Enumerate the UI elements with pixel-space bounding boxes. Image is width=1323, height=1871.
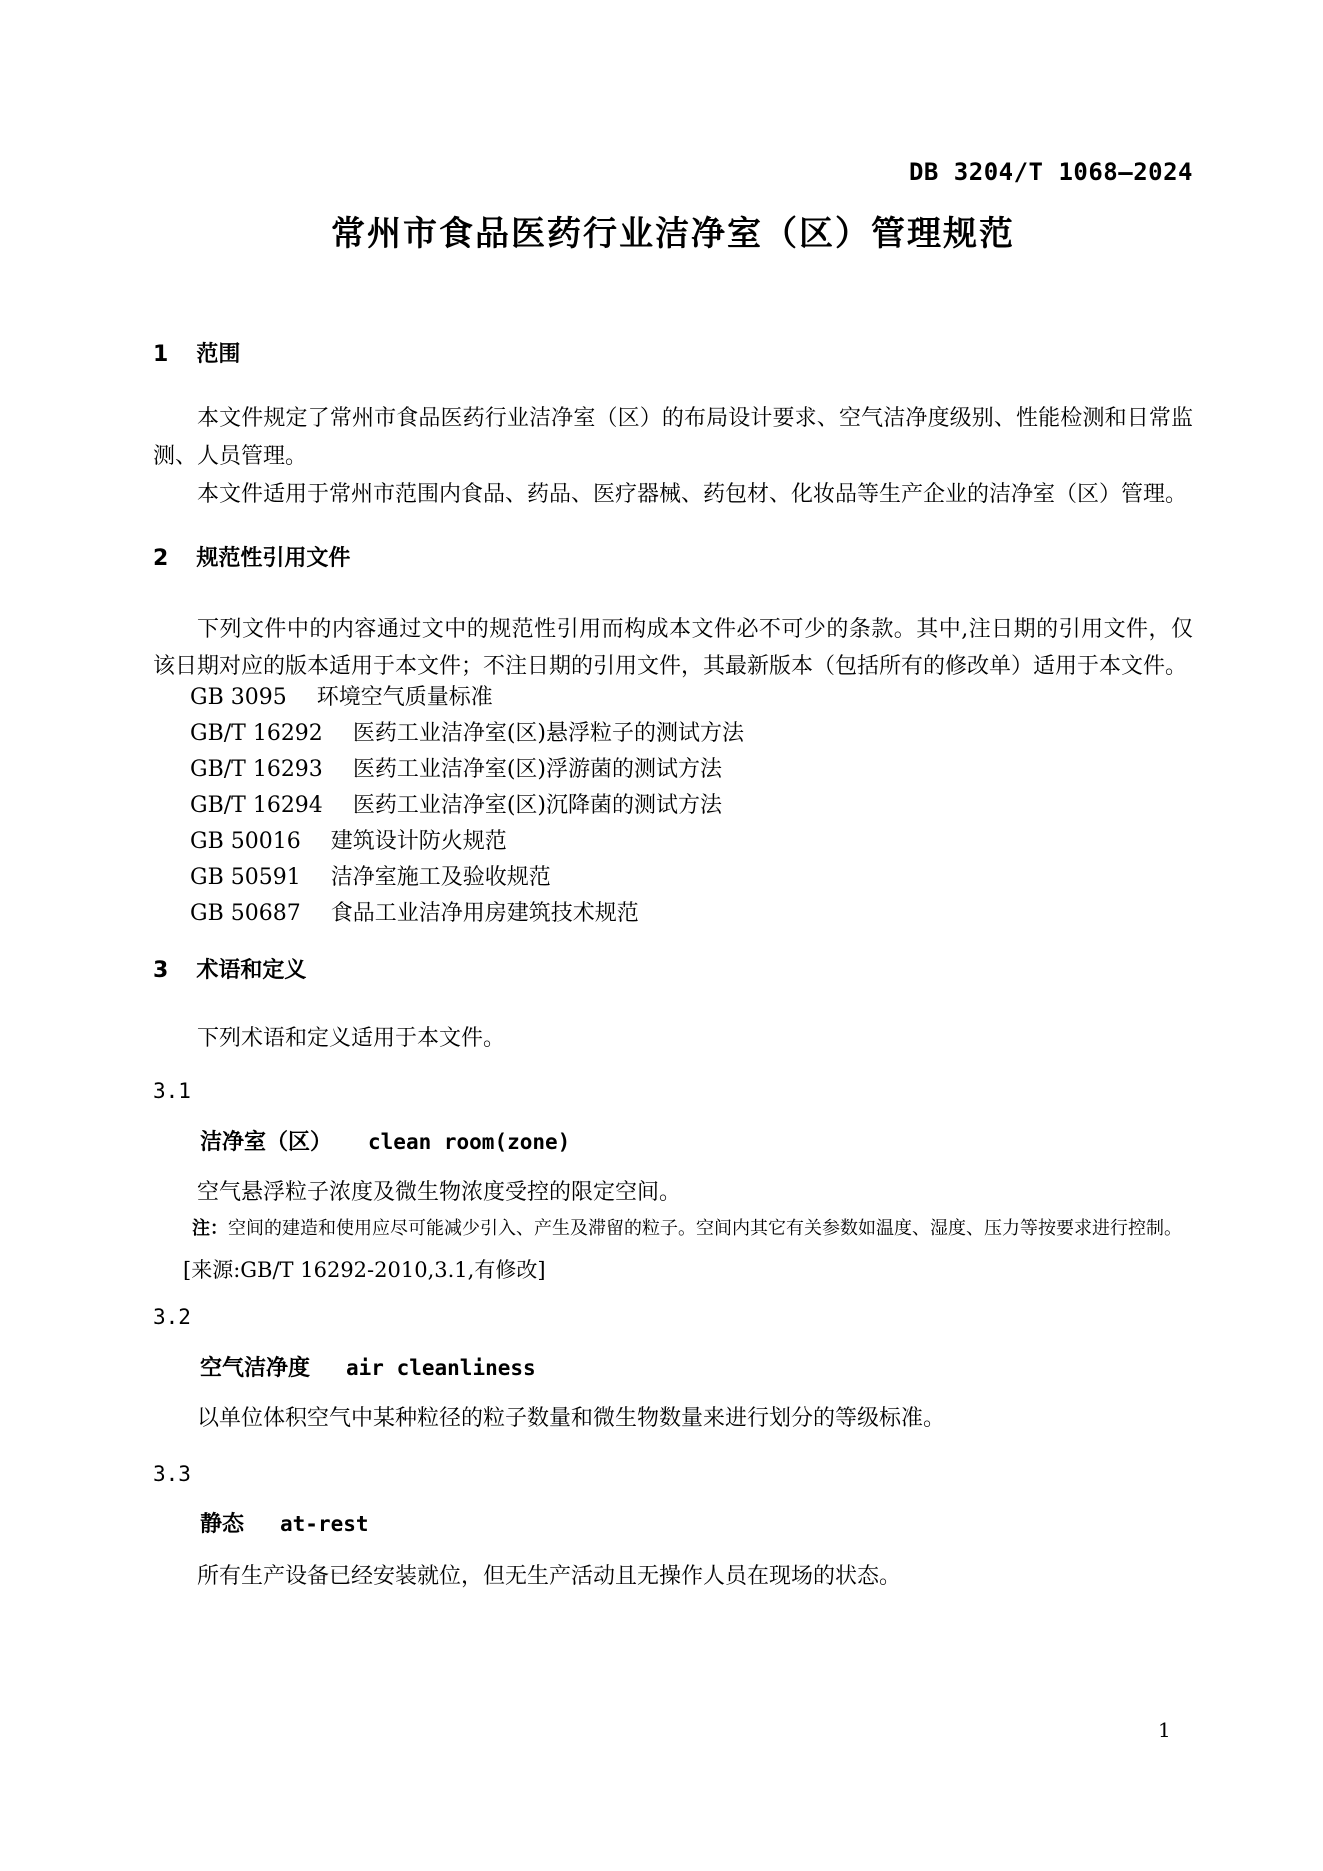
terms-intro-paragraph: 下列术语和定义适用于本文件。 bbox=[197, 1026, 506, 1051]
reference-code: GB/T 16293 bbox=[190, 757, 323, 782]
reference-item bbox=[153, 788, 1193, 824]
section-1-heading bbox=[153, 340, 1193, 370]
section-3-title: 术语和定义 bbox=[196, 958, 307, 983]
reference-title: 环境空气质量标准 bbox=[316, 685, 493, 710]
section-2-number: 2 bbox=[153, 546, 169, 571]
term-3-2-name: 空气洁净度 bbox=[200, 1356, 311, 1381]
section-1-title: 范围 bbox=[196, 342, 241, 367]
reference-title: 洁净室施工及验收规范 bbox=[330, 865, 551, 890]
section-3-heading bbox=[153, 956, 1193, 986]
term-3-3-definition: 所有生产设备已经安装就位，但无生产活动且无操作人员在现场的状态。 bbox=[197, 1564, 902, 1589]
page-number: 1 bbox=[1158, 1718, 1171, 1742]
term-3-1-heading bbox=[153, 1125, 1193, 1160]
reference-item bbox=[153, 680, 1193, 716]
reference-code: GB 50687 bbox=[190, 901, 301, 926]
reference-title: 医药工业洁净室(区)悬浮粒子的测试方法 bbox=[352, 721, 744, 746]
term-3-1-name-en: clean room(zone) bbox=[368, 1130, 571, 1154]
term-3-3-number: 3.3 bbox=[153, 1462, 191, 1486]
term-3-3-name-en: at-rest bbox=[280, 1512, 369, 1536]
standard-code: DB 3204/T 1068—2024 bbox=[908, 158, 1193, 186]
section-1-number: 1 bbox=[153, 342, 169, 367]
reference-item bbox=[153, 824, 1193, 860]
term-3-2-number: 3.2 bbox=[153, 1305, 191, 1329]
reference-code: GB 3095 bbox=[190, 685, 287, 710]
note-label: 注： bbox=[192, 1218, 228, 1239]
term-3-1-name: 洁净室（区） bbox=[200, 1130, 333, 1155]
term-3-2-heading bbox=[153, 1351, 1193, 1386]
term-3-1-number: 3.1 bbox=[153, 1079, 191, 1103]
term-3-3-heading bbox=[153, 1507, 1193, 1542]
scope-paragraph-2: 本文件适用于常州市范围内食品、药品、医疗器械、药包材、化妆品等生产企业的洁净室（区）管理。 bbox=[197, 482, 1188, 507]
reference-item bbox=[153, 860, 1193, 896]
note-text: 空间的建造和使用应尽可能减少引入、产生及滞留的粒子。空间内其它有关参数如温度、湿度、压力等按要求进行控制。 bbox=[228, 1218, 1182, 1239]
reference-title: 医药工业洁净室(区)沉降菌的测试方法 bbox=[352, 793, 722, 818]
term-3-1-source: [来源:GB/T 16292-2010,3.1,有修改] bbox=[183, 1258, 546, 1282]
reference-code: GB 50591 bbox=[190, 865, 301, 890]
term-3-2-definition: 以单位体积空气中某种粒径的粒子数量和微生物数量来进行划分的等级标准。 bbox=[197, 1406, 946, 1431]
reference-title: 建筑设计防火规范 bbox=[330, 829, 507, 854]
term-3-3-name: 静态 bbox=[200, 1512, 245, 1537]
reference-item bbox=[153, 752, 1193, 788]
reference-code: GB 50016 bbox=[190, 829, 301, 854]
reference-list bbox=[153, 680, 1193, 932]
section-2-heading bbox=[153, 544, 1193, 574]
document-title: 常州市食品医药行业洁净室（区）管理规范 bbox=[331, 214, 1015, 254]
term-3-2-name-en: air cleanliness bbox=[346, 1356, 536, 1380]
reference-title: 医药工业洁净室(区)浮游菌的测试方法 bbox=[352, 757, 722, 782]
reference-code: GB/T 16292 bbox=[190, 721, 323, 746]
scope-paragraph-1: 本文件规定了常州市食品医药行业洁净室（区）的布局设计要求、空气洁净度级别、性能检测和日常监测、人员管理。 bbox=[153, 406, 1193, 469]
reference-item bbox=[153, 716, 1193, 752]
document-content bbox=[0, 158, 1323, 1596]
reference-item bbox=[153, 896, 1193, 932]
term-3-1-definition: 空气悬浮粒子浓度及微生物浓度受控的限定空间。 bbox=[197, 1180, 682, 1205]
references-intro-paragraph: 下列文件中的内容通过文中的规范性引用而构成本文件必不可少的条款。其中,注日期的引用文件，仅该日期对应的版本适用于本文件；不注日期的引用文件，其最新版本（包括所有的修改单）适用于本文件。 bbox=[153, 617, 1193, 679]
term-3-1-note bbox=[153, 1210, 1193, 1247]
section-2-title: 规范性引用文件 bbox=[196, 546, 351, 571]
section-3-number: 3 bbox=[153, 958, 169, 983]
reference-title: 食品工业洁净用房建筑技术规范 bbox=[330, 901, 639, 926]
reference-code: GB/T 16294 bbox=[190, 793, 323, 818]
